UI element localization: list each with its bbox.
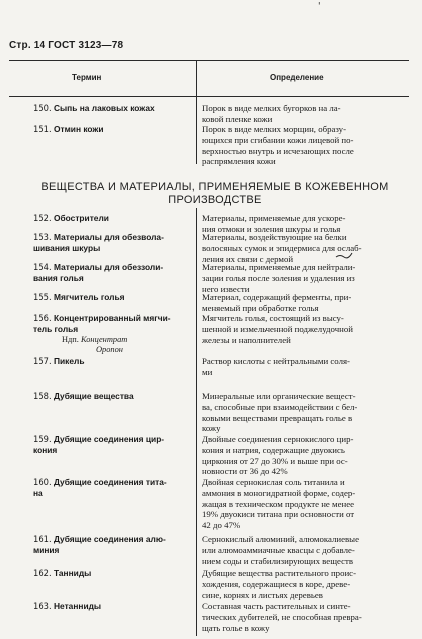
term-158: 158. Дубящие вещества (33, 391, 134, 401)
column-header-definition: Определение (270, 73, 324, 82)
definition-155: Материал, содержащий ферменты, при- меняемый при обработке голья (202, 292, 352, 313)
table-top-rule (9, 60, 409, 61)
definition-150: Порок в виде мелких бугорков на ла- ковой пленке кожи (202, 103, 341, 124)
synonyms-156: Ндп. Концентрат Оропон (62, 335, 128, 354)
definition-158: Минеральные или органические вещест- ва, способные при взаимодействии с бел- ковыми веществами превращать голье в кожу (202, 391, 358, 434)
definition-161: Сернокислый алюминий, алюмокалиевые или алюмоаммиачные квасцы с добавле- нием соды и стабилизирующих веществ (202, 534, 359, 566)
term-154: 154. Материалы для обеззоли- вания голья (33, 262, 164, 283)
definition-160: Двойная сернокислая соль титанила и аммония в моногидратной форме, содер- жащая в техническом продукте не менее 19% двуокиси титана при основности от 42 до 47% (202, 477, 356, 531)
term-155: 155. Мягчитель голья (33, 292, 125, 302)
definition-163: Составная часть растительных и синте- тических дубителей, не способная превра- щать голье в кожу (202, 601, 362, 633)
column-divider-section (196, 208, 197, 636)
term-159: 159. Дубящие соединения цир- кония (33, 434, 165, 455)
term-157: 157. Пикель (33, 356, 85, 366)
term-162: 162. Танниды (33, 568, 92, 578)
column-divider-top (196, 60, 197, 164)
table-header-bottom-rule (9, 96, 409, 97)
handwritten-check-mark (335, 251, 353, 261)
term-160: 160. Дубящие соединения тита- на (33, 477, 167, 498)
corner-mark: ' (318, 2, 321, 12)
term-153: 153. Материалы для обезвола- шивания шкуры (33, 232, 164, 253)
term-150: 150. Сыпь на лаковых кожах (33, 103, 155, 113)
definition-159: Двойные соединения сернокислого цир- кония и натрия, содержащие двуокись циркония от 27 до 30% и выше при ос- новности от 36 до 42% (202, 434, 354, 477)
term-163: 163. Нетанниды (33, 601, 102, 611)
definition-154: Материалы, применяемые для нейтрали- зации голья после золения и удаления из него извести (202, 262, 356, 294)
definition-162: Дубящие вещества растительного проис- хождения, содержащиеся в коре, древе- сине, корнях и листьях деревьев (202, 568, 357, 600)
section-title: ВЕЩЕСТВА И МАТЕРИАЛЫ, ПРИМЕНЯЕМЫЕ В КОЖЕВЕННОМ ПРОИЗВОДСТВЕ (41, 181, 389, 206)
definition-153: Материалы, воздействующие на белки волосяных сумок и эпидермиса для ослаб- ления их связи с дермой (202, 232, 362, 264)
definition-152: Материалы, применяемые для ускоре- ния отмоки и золения шкуры и голья (202, 213, 346, 234)
column-header-term: Термин (72, 73, 102, 82)
term-156: 156. Концентрированный мягчи- тель голья (33, 313, 171, 334)
page-header: Стр. 14 ГОСТ 3123—78 (9, 40, 124, 51)
definition-151: Порок в виде мелких морщин, образу- ющихся при сгибании кожи лицевой по- верхностью внутрь и исчезающих после распрямления кожи (202, 124, 354, 167)
term-152: 152. Обострители (33, 213, 109, 223)
definition-157: Раствор кислоты с нейтральными соля- ми (202, 356, 350, 377)
term-161: 161. Дубящие соединения алю- миния (33, 534, 166, 555)
term-151: 151. Отмин кожи (33, 124, 104, 134)
definition-156: Мягчитель голья, состоящий из высу- шенной и измельченной поджелудочной железы и наполнителей (202, 313, 353, 345)
